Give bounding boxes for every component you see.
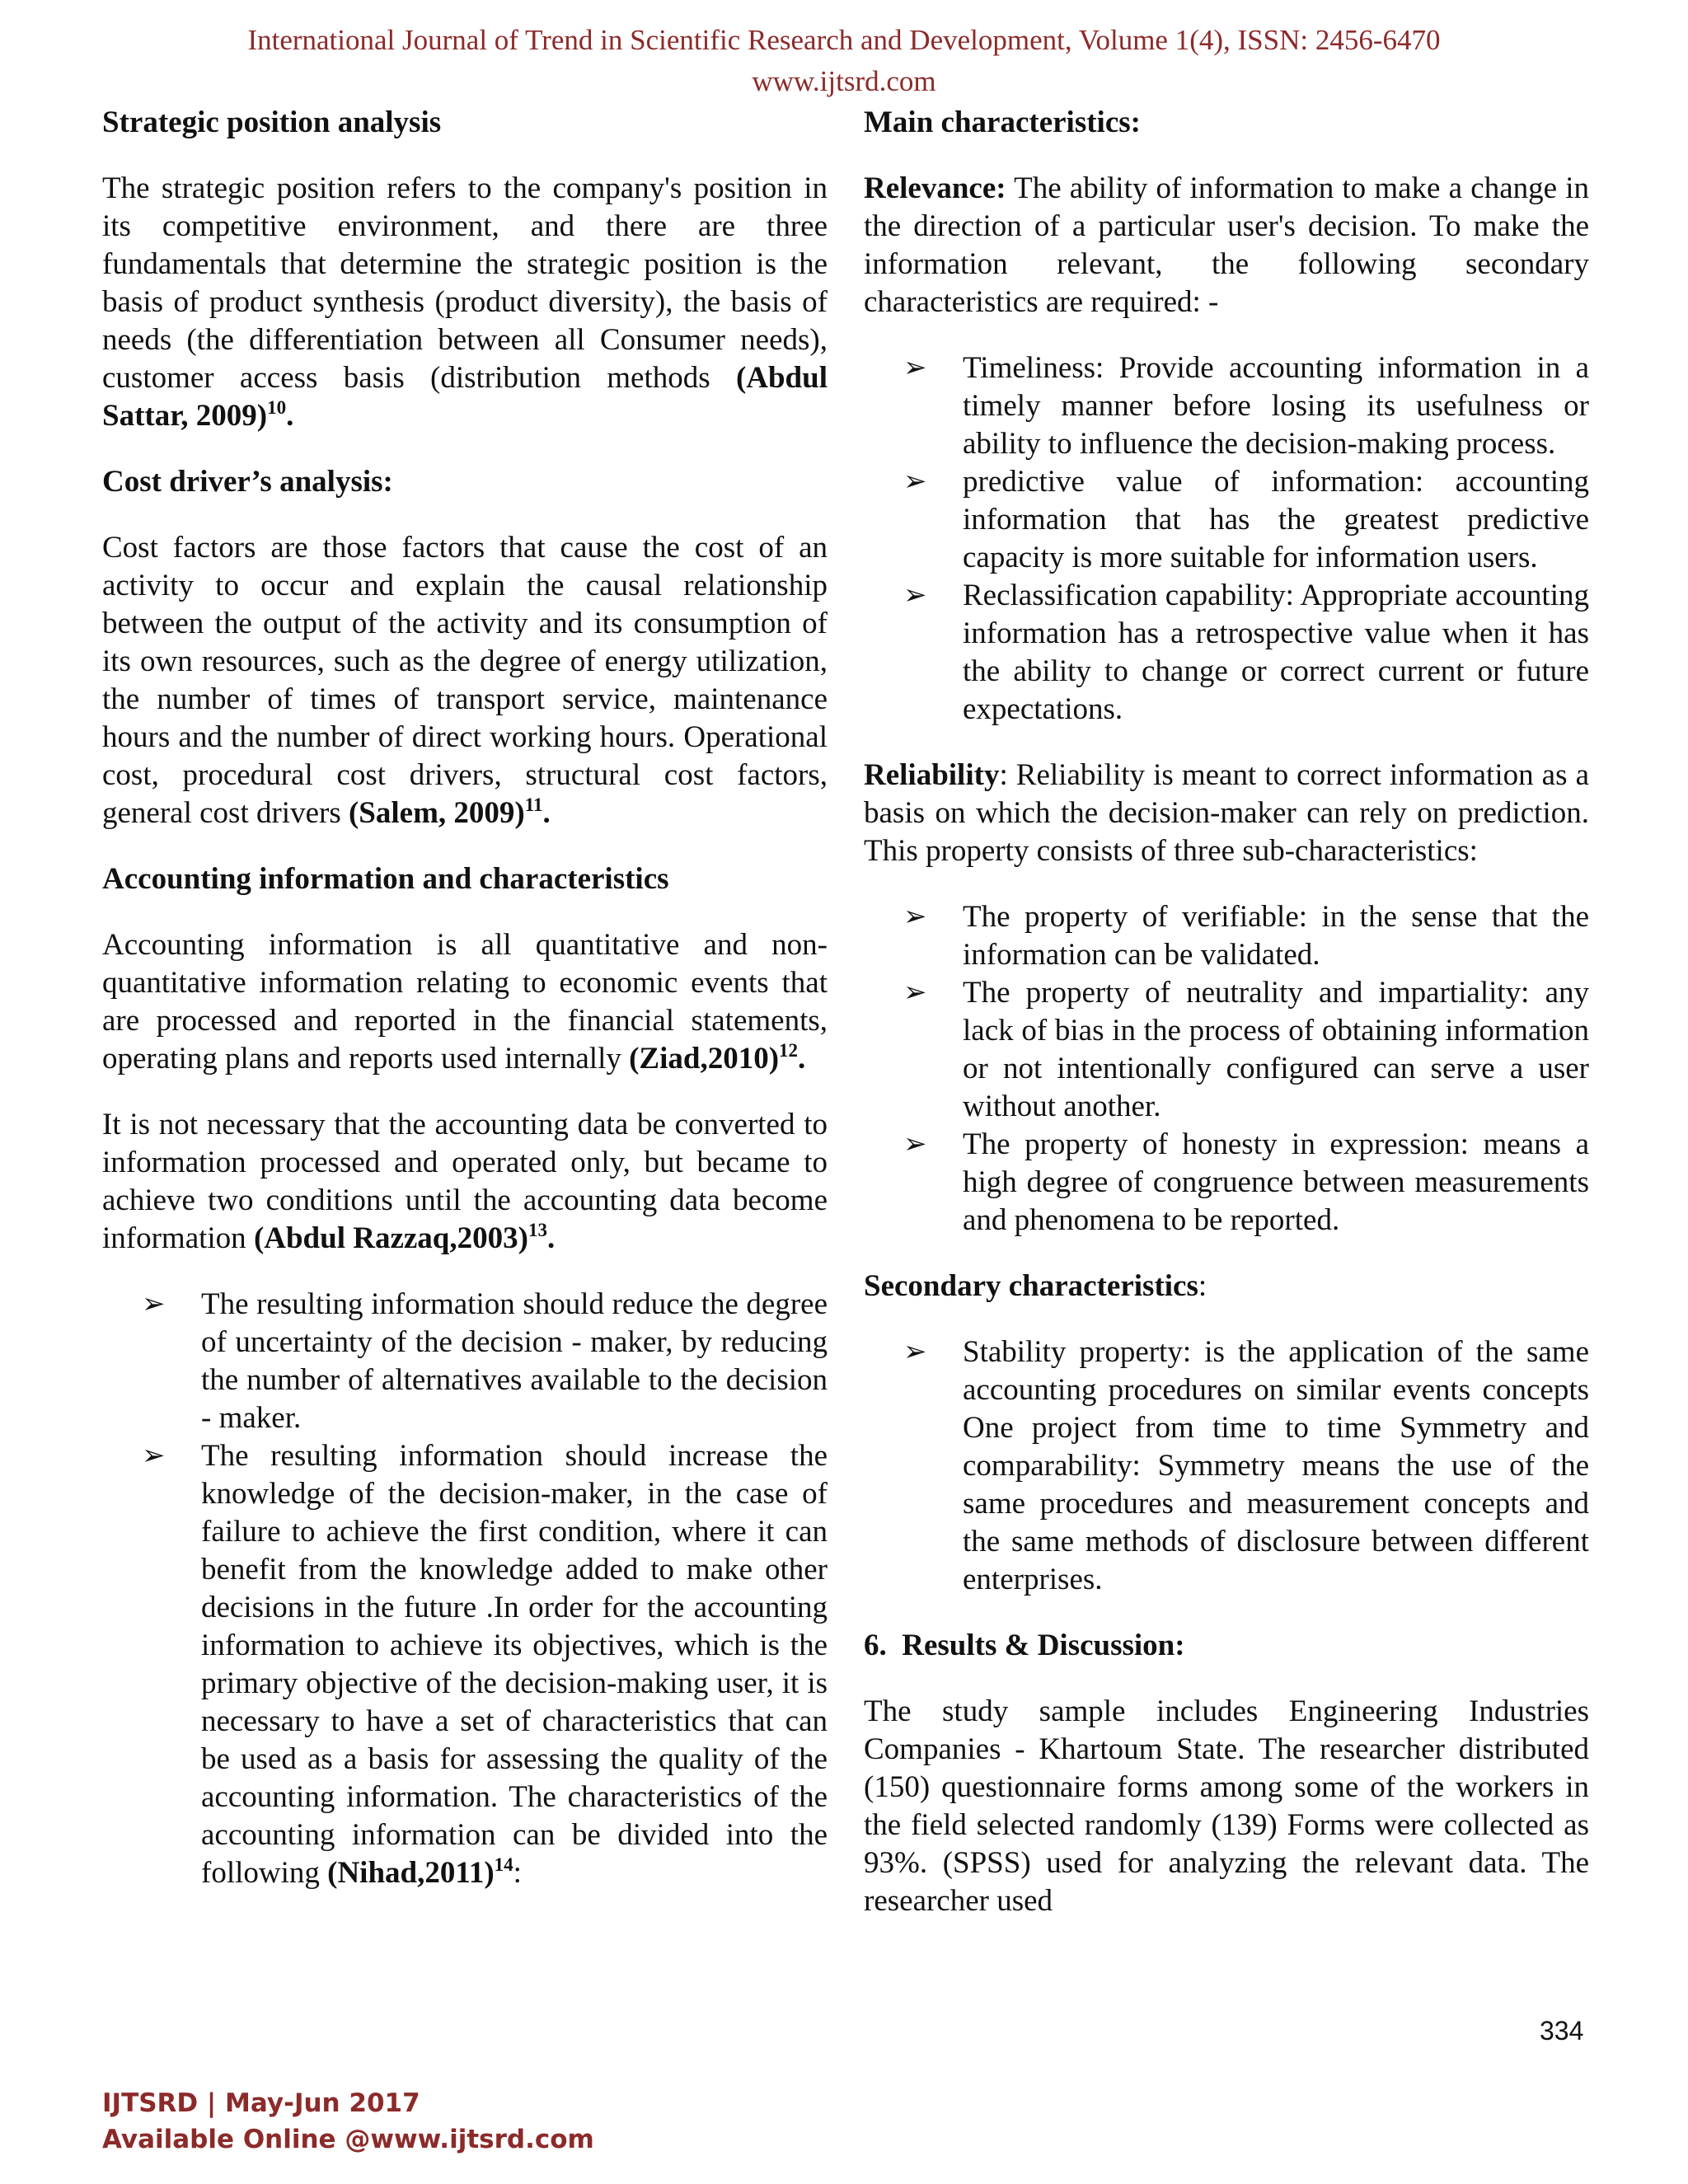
- list-item: [903, 349, 1589, 463]
- punctuation: :: [1198, 1269, 1207, 1303]
- citation-number: 13: [528, 1220, 547, 1240]
- list-item-text: The property of honesty in expression: means a high degree of congruence between measurements and phenomena to be reported.: [963, 1127, 1589, 1237]
- body-text: Cost factors are those factors that cause the cost of an activity to occur and explain the causal relationship between the output of the activity and its consumption of its own resources, such as the degree of energy utilization, the number of times of transport service, maintenance hours and the number of direct working hours. Operational cost, procedural cost drivers, structural cost factors, general cost drivers: [102, 531, 828, 830]
- list-item-text: Stability property: is the application of the same accounting procedures on similar events concepts One project from time to time Symmetry and comparability: Symmetry means the use of the same procedures and measurement concepts and the same methods of disclosure between different enterprises.: [963, 1335, 1589, 1596]
- journal-title: International Journal of Trend in Scientific Research and Development, Volume 1(4), ISSN: 2456-6470: [247, 24, 1441, 56]
- arrow-bullet-icon: ➢: [903, 902, 927, 932]
- arrow-bullet-icon: ➢: [142, 1441, 166, 1471]
- list-item-text: Reclassification capability: Appropriate accounting information has a retrospective value when it has the ability to change or correct current or future expectations.: [963, 579, 1589, 726]
- list-item-text: The resulting information should increase the knowledge of the decision-maker, in the case of failure to achieve the first condition, where it can benefit from the knowledge added to make other decisions in the future .In order for the accounting information to achieve its objectives, which is the primary objective of the decision-making user, it is necessary to have a set of characteristics that can be used as a basis for assessing the quality of the accounting information. The characteristics of the accounting information can be divided into the following: [201, 1439, 828, 1890]
- paragraph-two-conditions: [102, 1106, 828, 1258]
- arrow-bullet-icon: ➢: [903, 1337, 927, 1367]
- bullet-list-secondary: [864, 1333, 1589, 1599]
- page-header: [0, 20, 1688, 102]
- list-item-text: predictive value of information: accounting information that has the greatest predictive capacity is more suitable for information users.: [963, 465, 1589, 574]
- body-text: The strategic position refers to the company's position in its competitive environment, and there are three fundamentals that determine the strategic position is the basis of product synthesis (product diversity), the basis of needs (the differentiation between all Consumer needs), customer access basis (distribution methods: [102, 171, 828, 395]
- bullet-list-relevance: [864, 349, 1589, 729]
- paragraph-reliability: [864, 757, 1589, 870]
- journal-url: www.ijtsrd.com: [752, 65, 936, 97]
- paragraph-strategic-position: [102, 170, 828, 435]
- punctuation: .: [542, 796, 551, 830]
- page-footer: [102, 2085, 594, 2158]
- list-item-text: The property of verifiable: in the sense that the information can be validated.: [963, 900, 1589, 972]
- citation-number: 14: [494, 1854, 513, 1875]
- left-column: [102, 104, 828, 1920]
- body-text: The ability of information to make a change in the direction of a particular user's decision. To make the information relevant, the following secondary characteristics are required: -: [864, 171, 1589, 319]
- arrow-bullet-icon: ➢: [903, 353, 927, 383]
- bullet-list-reliability: [864, 898, 1589, 1240]
- list-item: [142, 1286, 828, 1437]
- term-label: Reliability: [864, 758, 1000, 792]
- paragraph-accounting-definition: [102, 926, 828, 1078]
- bullet-list-conditions: [102, 1286, 828, 1892]
- citation: (Abdul Razzaq,2003): [253, 1221, 528, 1255]
- heading-strategic-position: Strategic position analysis: [102, 105, 442, 139]
- list-item: [903, 463, 1589, 577]
- arrow-bullet-icon: ➢: [903, 580, 927, 611]
- list-item: [903, 1333, 1589, 1599]
- heading-cost-driver: Cost driver’s analysis:: [102, 465, 393, 499]
- list-item: [903, 577, 1589, 729]
- punctuation: .: [798, 1042, 806, 1076]
- arrow-bullet-icon: ➢: [142, 1289, 166, 1319]
- paragraph-relevance: [864, 170, 1589, 321]
- citation-number: 12: [779, 1040, 799, 1061]
- arrow-bullet-icon: ➢: [903, 466, 927, 497]
- term-label: Relevance:: [864, 171, 1006, 205]
- heading-main-characteristics: Main characteristics:: [864, 105, 1141, 139]
- citation: (Ziad,2010): [629, 1042, 780, 1076]
- list-item-text: The resulting information should reduce the degree of uncertainty of the decision - maker, by reducing the number of alternatives available to the decision - maker.: [201, 1287, 828, 1435]
- arrow-bullet-icon: ➢: [903, 1129, 927, 1160]
- list-item: [142, 1437, 828, 1892]
- heading-accounting-information: Accounting information and characteristics: [102, 862, 669, 896]
- citation: (Abdul Sattar, 2009): [102, 361, 828, 433]
- body-text: Accounting information is all quantitative and non-quantitative information relating to economic events that are processed and reported in the financial statements, operating plans and reports used internally: [102, 928, 828, 1076]
- citation-number: 11: [524, 794, 543, 815]
- heading-results-discussion: 6. Results & Discussion:: [864, 1629, 1185, 1662]
- citation-number: 10: [267, 397, 287, 418]
- right-column: [864, 104, 1589, 1948]
- footer-availability: Available Online @www.ijtsrd.com: [102, 2125, 594, 2154]
- term-label: Secondary characteristics: [864, 1269, 1198, 1303]
- heading-secondary-characteristics: [864, 1268, 1589, 1305]
- punctuation: .: [546, 1221, 556, 1255]
- punctuation: :: [513, 1856, 522, 1890]
- body-text: It is not necessary that the accounting data be converted to information processed and operated only, but became to achieve two conditions until the accounting data become information: [102, 1108, 828, 1255]
- footer-issue: IJTSRD | May-Jun 2017: [102, 2088, 420, 2118]
- body-text: : Reliability is meant to correct information as a basis on which the decision-maker can rely on prediction. This property consists of three sub-characteristics:: [864, 758, 1589, 868]
- paragraph-results: The study sample includes Engineering Industries Companies - Khartoum State. The researcher distributed (150) questionnaire forms among some of the workers in the field selected randomly (139) Forms were collected as 93%. (SPSS) used for analyzing the relevant data. The researcher used: [864, 1694, 1589, 1918]
- citation: (Nihad,2011): [327, 1856, 495, 1890]
- paragraph-cost-driver: [102, 529, 828, 832]
- page-number: 334: [1540, 2016, 1584, 2046]
- citation: (Salem, 2009): [348, 796, 525, 830]
- punctuation: .: [286, 399, 294, 433]
- list-item: [903, 1126, 1589, 1240]
- list-item-text: Timeliness: Provide accounting information in a timely manner before losing its usefulness or ability to influence the decision-making process.: [963, 351, 1589, 461]
- list-item-text: The property of neutrality and impartiality: any lack of bias in the process of obtaining information or not intentionally configured can serve a user without another.: [963, 976, 1589, 1123]
- arrow-bullet-icon: ➢: [903, 977, 927, 1008]
- list-item: [903, 898, 1589, 974]
- list-item: [903, 974, 1589, 1126]
